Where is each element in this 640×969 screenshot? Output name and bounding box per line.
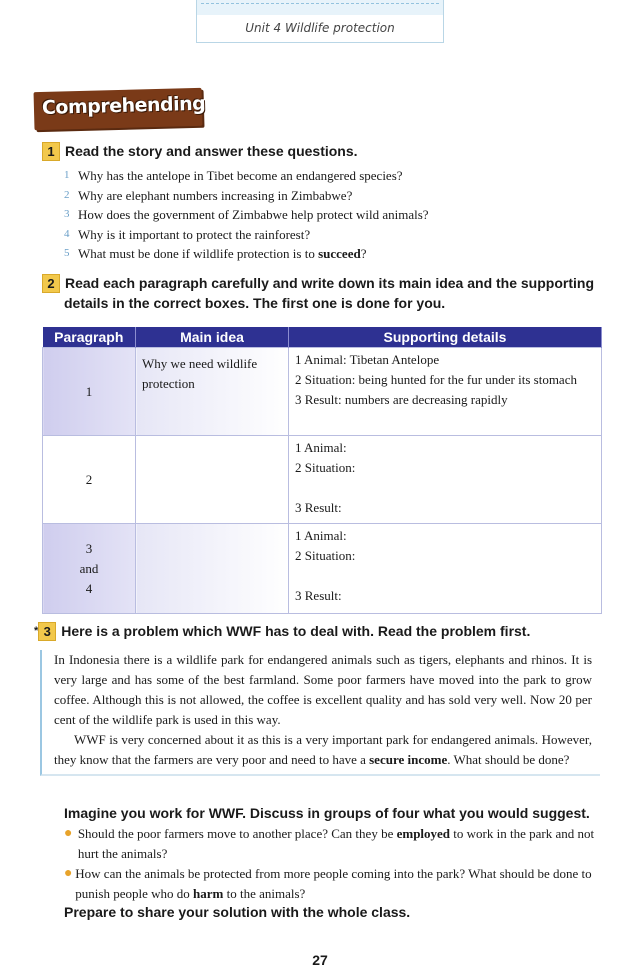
details-situation: 2 Situation: bbox=[295, 548, 356, 563]
optional-star: * bbox=[34, 625, 39, 637]
table-row bbox=[43, 436, 602, 524]
table-row bbox=[43, 524, 602, 614]
paragraph-cell: 3 and 4 bbox=[43, 524, 136, 614]
task2-heading bbox=[42, 273, 607, 313]
task3-heading bbox=[34, 621, 530, 641]
header-decoration bbox=[201, 3, 439, 14]
col-supporting-details: Supporting details bbox=[289, 327, 602, 348]
paragraph-table bbox=[42, 327, 602, 614]
page-number: 27 bbox=[312, 952, 328, 968]
task2-number: 2 bbox=[42, 274, 60, 293]
bullet-icon: ● bbox=[64, 866, 73, 881]
suggestion-list bbox=[64, 824, 604, 904]
details-cell bbox=[289, 436, 602, 524]
main-idea-cell: Why we need wildlife protection bbox=[136, 348, 289, 436]
problem-passage bbox=[40, 650, 600, 776]
list-item: 3 How does the government of Zimbabwe help protect wild animals? bbox=[64, 207, 429, 222]
list-item: 4 Why is it important to protect the rainforest? bbox=[64, 226, 311, 242]
main-idea-cell[interactable] bbox=[136, 524, 289, 614]
paragraph-cell: 1 bbox=[43, 348, 136, 436]
task3-title: Here is a problem which WWF has to deal with. Read the problem first. bbox=[61, 623, 531, 639]
details-animal: 1 Animal: bbox=[295, 528, 347, 543]
table-header-row bbox=[43, 327, 602, 348]
details-situation: 2 Situation: bbox=[295, 460, 356, 475]
details-cell: 1 Animal: Tibetan Antelope 2 Situation: being hunted for the fur under its stomach 3 Result: numbers are decreasing rapidly bbox=[289, 348, 602, 436]
task2-title-line2: details in the correct boxes. The first one is done for you. bbox=[64, 295, 446, 311]
task1-title: Read the story and answer these questions. bbox=[65, 143, 358, 159]
details-cell bbox=[289, 524, 602, 614]
task1-number: 1 bbox=[42, 142, 60, 161]
list-item: 1 Why has the antelope in Tibet become an endangered species? bbox=[64, 168, 403, 183]
task2-title-line1: Read each paragraph carefully and write down its main idea and the supporting bbox=[65, 275, 594, 291]
list-item: 5 What must be done if wildlife protection is to succeed? bbox=[64, 246, 367, 261]
main-idea-cell[interactable] bbox=[136, 436, 289, 524]
details-result: 3 Result: bbox=[295, 588, 342, 603]
prepare-instruction: Prepare to share your solution with the whole class. bbox=[64, 904, 411, 920]
details-result: 3 Result: bbox=[295, 500, 342, 515]
col-main-idea: Main idea bbox=[136, 327, 289, 348]
passage-paragraph: In Indonesia there is a wildlife park for endangered animals such as tigers, elephants and rhinos. It is very large and has some of the best farmland. Some poor farmers have moved into the park to grow coffee. Although this is not allowed, the coffee is excellent quality and has sold very well. Now 20 per cent of the wildlife park is used in this way. bbox=[54, 652, 592, 727]
table-row bbox=[43, 348, 602, 436]
bullet-icon: ● bbox=[64, 826, 73, 841]
section-banner bbox=[34, 88, 206, 130]
task3-number: 3 bbox=[38, 622, 56, 641]
details-animal: 1 Animal: bbox=[295, 440, 347, 455]
imagine-instruction: Imagine you work for WWF. Discuss in groups of four what you would suggest. bbox=[64, 805, 590, 821]
col-paragraph: Paragraph bbox=[43, 327, 136, 348]
unit-title: Unit 4 Wildlife protection bbox=[245, 21, 395, 35]
question-list bbox=[64, 166, 604, 264]
banner-label: Comprehending bbox=[41, 92, 206, 119]
list-item: ● Should the poor farmers move to another place? Can they be employed to work in the park and not hurt the animals? bbox=[64, 824, 604, 864]
list-item: 2 Why are elephant numbers increasing in Zimbabwe? bbox=[64, 187, 353, 203]
list-item: ● How can the animals be protected from more people coming into the park? What should be done to punish people who do harm to the animals? bbox=[64, 864, 604, 904]
unit-header bbox=[196, 0, 444, 43]
paragraph-cell: 2 bbox=[43, 436, 136, 524]
task1-heading bbox=[42, 141, 358, 161]
passage-paragraph: WWF is very concerned about it as this is a very important park for endangered animals. However, they know that the farmers are very poor and need to have a secure income. What should be done? bbox=[54, 732, 592, 767]
